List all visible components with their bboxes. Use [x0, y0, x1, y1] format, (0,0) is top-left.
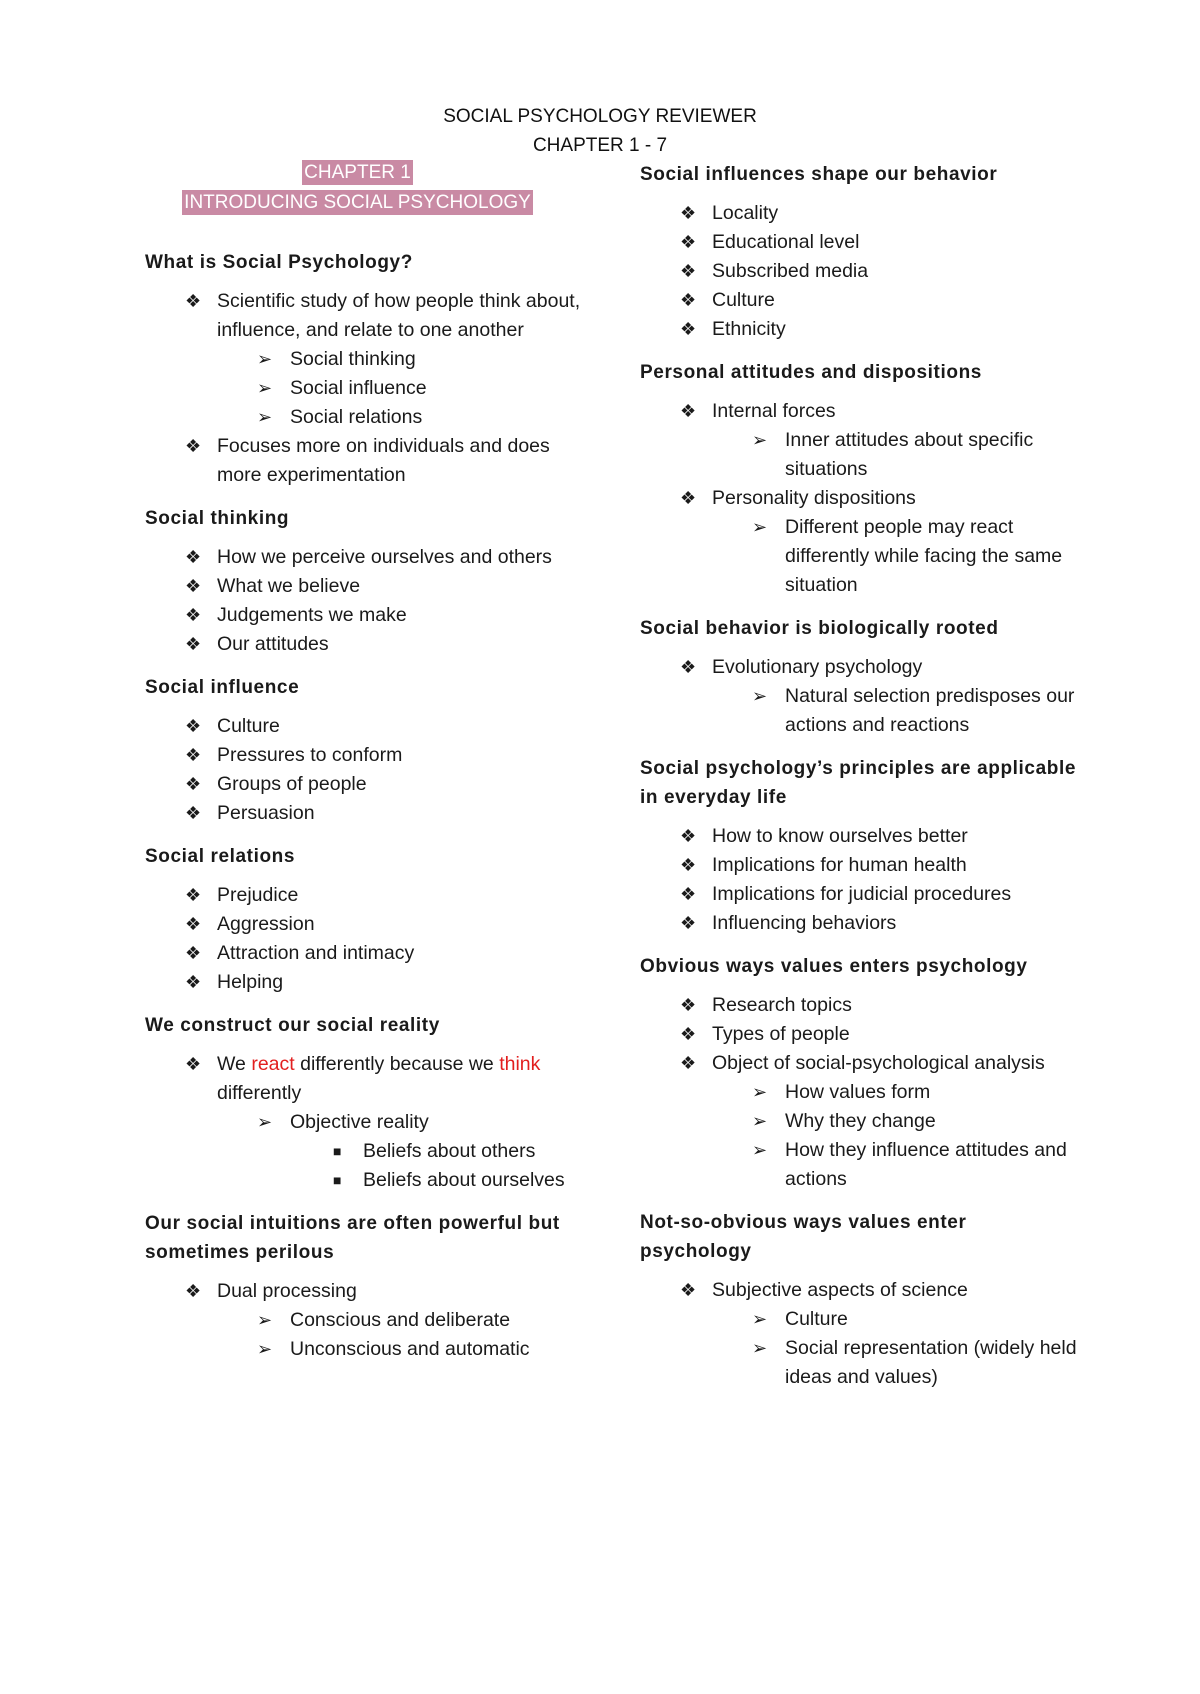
diamond-bullet-icon: ❖	[185, 605, 202, 625]
section-title: Personal attitudes and dispositions	[640, 362, 982, 383]
square-bullet-icon: ■	[333, 1143, 342, 1159]
diamond-bullet-icon: ❖	[680, 1280, 697, 1300]
section-title: Social psychology’s principles are applicable in everyday life	[640, 758, 1077, 808]
list-item: ■ Beliefs about others	[145, 1137, 585, 1166]
list-item: ❖ How we perceive ourselves and others	[145, 543, 585, 572]
arrow-bullet-icon: ➢	[752, 1309, 768, 1329]
diamond-bullet-icon: ❖	[680, 488, 697, 508]
list-item: ❖ Pressures to conform	[145, 741, 585, 770]
document-title: SOCIAL PSYCHOLOGY REVIEWER	[443, 106, 757, 127]
diamond-bullet-icon: ❖	[185, 634, 202, 654]
section-personal-attitudes	[640, 358, 1080, 600]
list-item: ➢ Why they change	[640, 1107, 1080, 1136]
diamond-bullet-icon: ❖	[680, 826, 697, 846]
diamond-bullet-icon: ❖	[185, 803, 202, 823]
diamond-bullet-icon: ❖	[185, 436, 202, 456]
section-title: Our social intuitions are often powerful but sometimes perilous	[145, 1213, 560, 1263]
diamond-bullet-icon: ❖	[185, 547, 202, 567]
diamond-bullet-icon: ❖	[185, 745, 202, 765]
list-item: ➢ How values form	[640, 1078, 1080, 1107]
section-social-influence	[145, 673, 585, 828]
list-item: ➢ Unconscious and automatic	[145, 1335, 585, 1364]
square-bullet-icon: ■	[333, 1172, 342, 1188]
diamond-bullet-icon: ❖	[680, 261, 697, 281]
diamond-bullet-icon: ❖	[185, 914, 202, 934]
diamond-bullet-icon: ❖	[185, 1281, 202, 1301]
arrow-bullet-icon: ➢	[257, 1112, 273, 1132]
diamond-bullet-icon: ❖	[680, 1053, 697, 1073]
section-social-thinking	[145, 504, 585, 659]
list-item: ❖ Our attitudes	[145, 630, 585, 659]
list-item: ❖ We react differently because we think differently	[145, 1050, 585, 1108]
arrow-bullet-icon: ➢	[752, 1140, 768, 1160]
section-title: Social influences shape our behavior	[640, 164, 998, 185]
diamond-bullet-icon: ❖	[185, 716, 202, 736]
diamond-bullet-icon: ❖	[680, 203, 697, 223]
diamond-bullet-icon: ❖	[680, 1024, 697, 1044]
section-title: Obvious ways values enters psychology	[640, 956, 1028, 977]
list-item: ➢ How they influence attitudes and actions	[640, 1136, 1080, 1194]
diamond-bullet-icon: ❖	[185, 1054, 202, 1074]
diamond-bullet-icon: ❖	[680, 232, 697, 252]
section-obvious-values	[640, 952, 1080, 1194]
arrow-bullet-icon: ➢	[257, 1339, 273, 1359]
list-item: ➢ Different people may react differently while facing the same situation	[640, 513, 1080, 600]
section-title: Social behavior is biologically rooted	[640, 618, 999, 639]
section-social-influences-shape-behavior	[640, 160, 1080, 344]
diamond-bullet-icon: ❖	[680, 995, 697, 1015]
right-column	[640, 160, 1080, 1392]
list-item: ❖ Implications for human health	[640, 851, 1080, 880]
left-column	[145, 160, 585, 1364]
list-item: ❖ Evolutionary psychology	[640, 653, 1080, 682]
arrow-bullet-icon: ➢	[752, 1082, 768, 1102]
diamond-bullet-icon: ❖	[680, 884, 697, 904]
section-social-relations	[145, 842, 585, 997]
list-item: ❖ Object of social-psychological analysis	[640, 1049, 1080, 1078]
list-item: ➢ Social representation (widely held ideas and values)	[640, 1334, 1080, 1392]
arrow-bullet-icon: ➢	[752, 517, 768, 537]
section-title: What is Social Psychology?	[145, 252, 413, 273]
list-item: ❖ Educational level	[640, 228, 1080, 257]
list-item: ➢ Social thinking	[145, 345, 585, 374]
diamond-bullet-icon: ❖	[680, 913, 697, 933]
section-title: Social influence	[145, 677, 300, 698]
diamond-bullet-icon: ❖	[185, 885, 202, 905]
diamond-bullet-icon: ❖	[680, 657, 697, 677]
list-item: ➢ Natural selection predisposes our actions and reactions	[640, 682, 1080, 740]
list-item: ❖ Research topics	[640, 991, 1080, 1020]
list-item: ➢ Culture	[640, 1305, 1080, 1334]
list-item: ❖ Types of people	[640, 1020, 1080, 1049]
arrow-bullet-icon: ➢	[752, 686, 768, 706]
diamond-bullet-icon: ❖	[185, 291, 202, 311]
section-not-so-obvious-values	[640, 1208, 1080, 1392]
section-social-intuitions	[145, 1209, 585, 1364]
diamond-bullet-icon: ❖	[680, 401, 697, 421]
list-item: ➢ Social relations	[145, 403, 585, 432]
section-title: Not-so-obvious ways values enter psychology	[640, 1212, 967, 1262]
arrow-bullet-icon: ➢	[257, 378, 273, 398]
list-item: ➢ Inner attitudes about specific situations	[640, 426, 1080, 484]
section-title: Social relations	[145, 846, 296, 867]
list-item: ❖ Aggression	[145, 910, 585, 939]
arrow-bullet-icon: ➢	[752, 1111, 768, 1131]
chapter-heading	[145, 160, 570, 220]
diamond-bullet-icon: ❖	[185, 576, 202, 596]
diamond-bullet-icon: ❖	[185, 774, 202, 794]
list-item: ❖ Prejudice	[145, 881, 585, 910]
arrow-bullet-icon: ➢	[257, 1310, 273, 1330]
list-item: ❖ Influencing behaviors	[640, 909, 1080, 938]
arrow-bullet-icon: ➢	[257, 349, 273, 369]
list-item: ❖ Subjective aspects of science	[640, 1276, 1080, 1305]
document-subtitle: CHAPTER 1 - 7	[532, 135, 668, 156]
list-item: ❖ Focuses more on individuals and does more experimentation	[145, 432, 585, 490]
list-item: ❖ Personality dispositions	[640, 484, 1080, 513]
list-item: ❖ Culture	[640, 286, 1080, 315]
arrow-bullet-icon: ➢	[752, 430, 768, 450]
list-item: ❖ Implications for judicial procedures	[640, 880, 1080, 909]
chapter-label: CHAPTER 1	[304, 162, 411, 183]
diamond-bullet-icon: ❖	[680, 319, 697, 339]
list-item: ➢ Objective reality	[145, 1108, 585, 1137]
list-item: ❖ Internal forces	[640, 397, 1080, 426]
document-header	[0, 102, 1200, 160]
section-social-reality	[145, 1011, 585, 1195]
list-item: ❖ Scientific study of how people think about, influence, and relate to one another	[145, 287, 585, 345]
list-item: ❖ Persuasion	[145, 799, 585, 828]
list-item: ❖ Judgements we make	[145, 601, 585, 630]
diamond-bullet-icon: ❖	[185, 943, 202, 963]
list-item: ❖ Culture	[145, 712, 585, 741]
list-item: ➢ Social influence	[145, 374, 585, 403]
chapter-name: INTRODUCING SOCIAL PSYCHOLOGY	[184, 192, 531, 213]
diamond-bullet-icon: ❖	[185, 972, 202, 992]
section-title: Social thinking	[145, 508, 290, 529]
section-what-is-social-psychology	[145, 248, 585, 490]
diamond-bullet-icon: ❖	[680, 855, 697, 875]
list-item: ➢ Conscious and deliberate	[145, 1306, 585, 1335]
arrow-bullet-icon: ➢	[752, 1338, 768, 1358]
list-item: ❖ Dual processing	[145, 1277, 585, 1306]
list-item: ❖ Helping	[145, 968, 585, 997]
list-item: ❖ How to know ourselves better	[640, 822, 1080, 851]
section-biologically-rooted	[640, 614, 1080, 740]
highlight-think: think	[499, 1053, 541, 1075]
arrow-bullet-icon: ➢	[257, 407, 273, 427]
diamond-bullet-icon: ❖	[680, 290, 697, 310]
list-item: ❖ Subscribed media	[640, 257, 1080, 286]
list-item: ❖ What we believe	[145, 572, 585, 601]
list-item: ❖ Groups of people	[145, 770, 585, 799]
list-item: ❖ Ethnicity	[640, 315, 1080, 344]
section-title: We construct our social reality	[145, 1015, 440, 1036]
list-item: ❖ Locality	[640, 199, 1080, 228]
section-principles-everyday-life	[640, 754, 1080, 938]
list-item: ❖ Attraction and intimacy	[145, 939, 585, 968]
list-item: ■ Beliefs about ourselves	[145, 1166, 585, 1195]
highlight-react: react	[251, 1053, 295, 1075]
